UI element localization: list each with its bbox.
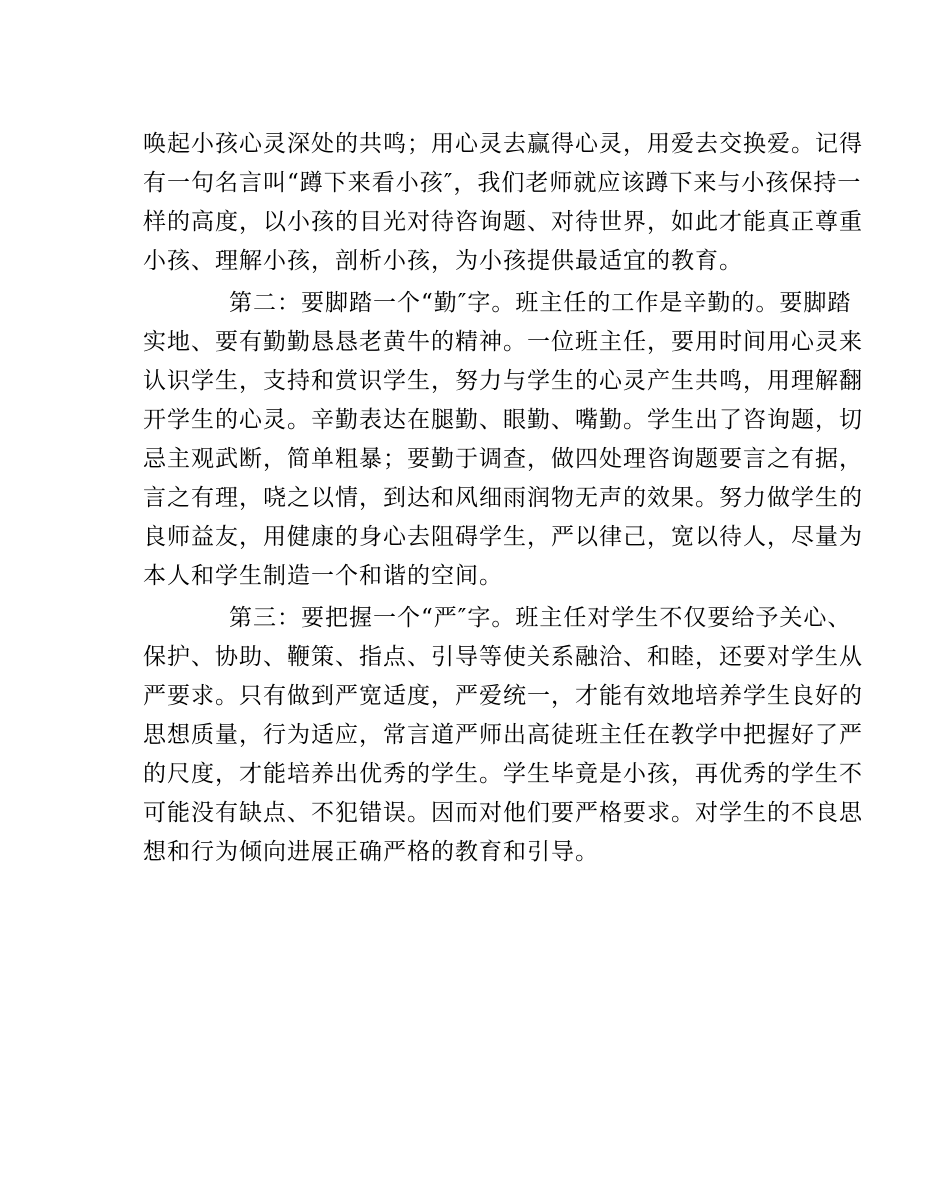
paragraph-line: 开学生的心灵。辛勤表达在腿勤、眼勤、嘴勤。学生出了咨询题，切	[143, 407, 863, 433]
paragraph-line: 第三：要把握一个“严″字。班主任对学生不仅要给予关心、	[229, 605, 852, 631]
document-body	[143, 125, 863, 872]
paragraph-line: 良师益友，用健康的身心去阻碍学生，严以律己，宽以待人，尽量为	[143, 524, 863, 550]
paragraph-1	[143, 125, 863, 281]
paragraph-line: 实地、要有勤勤恳恳老黄牛的精神。一位班主任，要用时间用心灵来	[143, 329, 863, 355]
paragraph-2	[143, 284, 863, 596]
paragraph-line: 小孩、理解小孩，剖析小孩，为小孩提供最适宜的教育。	[143, 248, 743, 274]
paragraph-line: 想和行为倾向进展正确严格的教育和引导。	[143, 839, 599, 865]
paragraph-line: 本人和学生制造一个和谐的空间。	[143, 563, 503, 589]
paragraph-line: 有一句名言叫“蹲下来看小孩″，我们老师就应该蹲下来与小孩保持一	[143, 170, 862, 196]
paragraph-line: 唤起小孩心灵深处的共鸣；用心灵去赢得心灵，用爱去交换爱。记得	[143, 131, 863, 157]
paragraph-line: 忌主观武断，简单粗暴；要勤于调查，做四处理咨询题要言之有据，	[143, 446, 863, 472]
paragraph-line: 保护、协助、鞭策、指点、引导等使关系融洽、和睦，还要对学生从	[143, 644, 863, 670]
paragraph-line: 的尺度，才能培养出优秀的学生。学生毕竟是小孩，再优秀的学生不	[143, 761, 863, 787]
paragraph-line: 第二：要脚踏一个“勤″字。班主任的工作是辛勤的。要脚踏	[229, 290, 852, 316]
paragraph-line: 严要求。只有做到严宽适度，严爱统一，才能有效地培养学生良好的	[143, 683, 863, 709]
paragraph-line: 思想质量，行为适应，常言道严师出高徒班主任在教学中把握好了严	[143, 722, 863, 748]
paragraph-line: 样的高度，以小孩的目光对待咨询题、对待世界，如此才能真正尊重	[143, 209, 863, 235]
paragraph-line: 言之有理，哓之以情，到达和风细雨润物无声的效果。努力做学生的	[143, 485, 863, 511]
paragraph-3	[143, 599, 863, 872]
paragraph-line: 可能没有缺点、不犯错误。因而对他们要严格要求。对学生的不良思	[143, 800, 863, 826]
paragraph-line: 认识学生，支持和赏识学生，努力与学生的心灵产生共鸣，用理解翻	[143, 368, 863, 394]
